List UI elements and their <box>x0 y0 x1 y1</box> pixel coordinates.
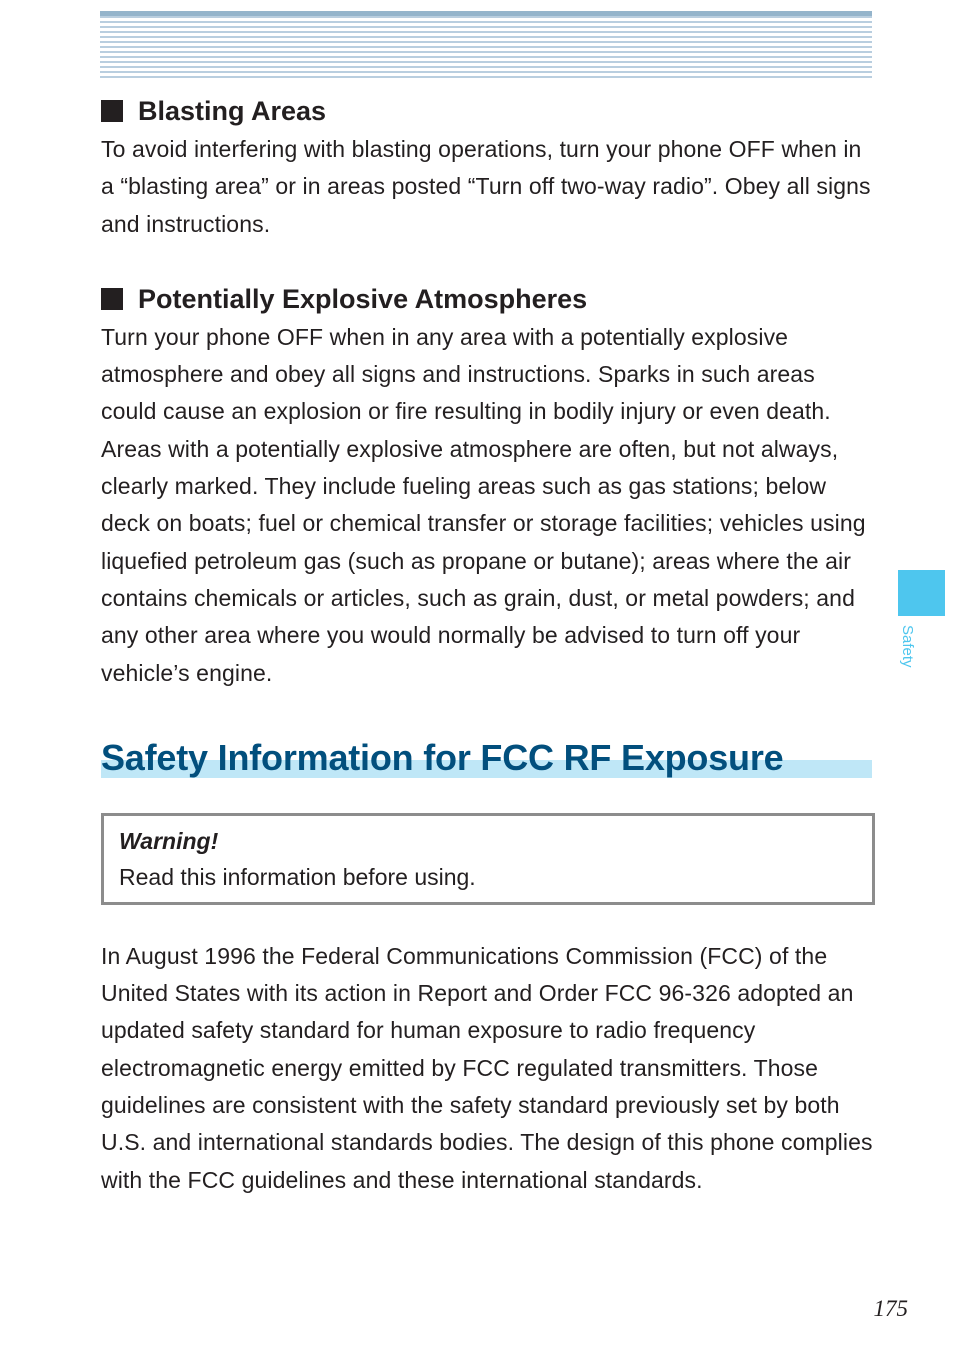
warning-text: Read this information before using. <box>119 863 476 890</box>
section-heading-blasting-areas <box>101 95 876 127</box>
header-stripe-band <box>100 11 872 79</box>
warning-title: Warning! <box>119 827 219 854</box>
warning-box <box>101 813 875 905</box>
page-number: 175 <box>873 1296 908 1321</box>
blasting-areas-paragraph: To avoid interfering with blasting operations, turn your phone OFF when in a “blasting area” or in areas posted “Turn off two-way radio”. Obey all signs and instructions. <box>101 136 871 237</box>
fcc-title-block <box>101 736 876 780</box>
page-content <box>101 95 876 1199</box>
chapter-tab-label: Safety <box>899 625 916 668</box>
explosive-atmospheres-paragraph-2: Areas with a potentially explosive atmosphere are often, but not always, clearly marked. They include fueling areas such as gas stations; below deck on boats; fuel or chemical transfer or storage facilities; vehicles using liquefied petroleum gas (such as propane or butane); areas where the air contains chemicals or articles, such as grain, dust, or metal powders; and any other area where you would normally be advised to turn off your vehicle’s engine. <box>101 435 866 686</box>
section-heading-text: Potentially Explosive Atmospheres <box>138 283 588 314</box>
square-bullet-icon <box>101 288 123 310</box>
explosive-atmospheres-paragraph-1: Turn your phone OFF when in any area with a potentially explosive atmosphere and obey all signs and instructions. Sparks in such areas could cause an explosion or fire resulting in bodily injury or even death. <box>101 323 831 425</box>
fcc-section-title: Safety Information for FCC RF Exposure <box>101 736 784 778</box>
square-bullet-icon <box>101 100 123 122</box>
chapter-tab-marker <box>898 570 945 616</box>
section-heading-text: Blasting Areas <box>138 96 327 126</box>
section-heading-explosive-atmospheres <box>101 283 876 315</box>
fcc-paragraph: In August 1996 the Federal Communications Commission (FCC) of the United States with its action in Report and Order FCC 96-326 adopted an updated safety standard for human exposure to radio frequency electromagnetic energy emitted by FCC regulated transmitters. Those guidelines are consistent with the safety standard previously set by both U.S. and international standards bodies. The design of this phone complies with the FCC guidelines and these international standards. <box>101 942 873 1193</box>
